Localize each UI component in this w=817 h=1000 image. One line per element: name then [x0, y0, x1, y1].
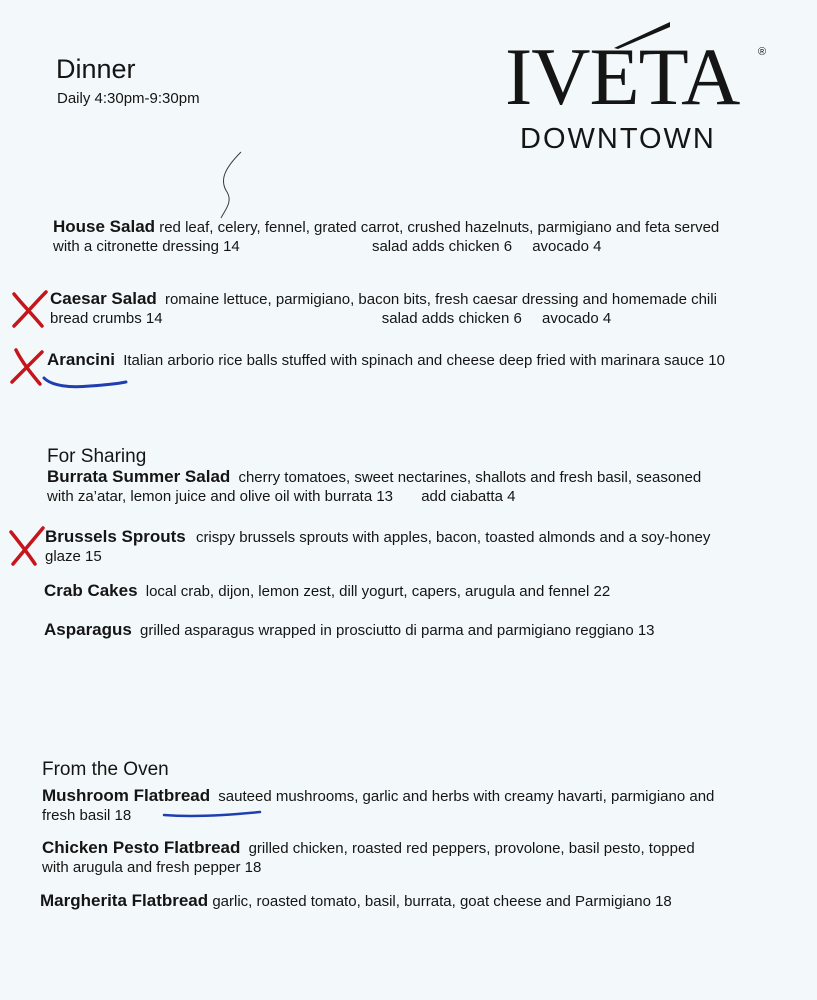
item-description: garlic, roasted tomato, basil, burrata, goat cheese and Parmigiano 18: [212, 893, 672, 910]
item-description: Italian arborio rice balls stuffed with spinach and cheese deep fried with marinara sauce 10: [123, 352, 725, 369]
item-description-cont: with za’atar, lemon juice and olive oil with burrata 13: [47, 488, 394, 505]
item-description: cherry tomatoes, sweet nectarines, shallots and fresh basil, seasoned: [238, 469, 702, 486]
item-description-cont: with a citronette dressing 14: [53, 238, 240, 255]
menu-item-arancini: [47, 350, 787, 370]
item-name: Asparagus: [44, 620, 132, 639]
brand-registered-mark: ®: [758, 46, 767, 58]
item-description: crispy brussels sprouts with apples, bacon, toasted almonds and a soy-honey: [195, 529, 711, 546]
item-name: Crab Cakes: [44, 581, 138, 600]
handwritten-underline-icon: [160, 806, 270, 822]
handwritten-x-icon: [8, 288, 52, 332]
item-addon: salad adds chicken 6: [381, 310, 522, 327]
menu-item-asparagus: [44, 620, 784, 640]
item-addon: add ciabatta 4: [421, 488, 516, 505]
item-addon: salad adds chicken 6: [371, 238, 513, 255]
menu-title: Dinner: [56, 54, 136, 84]
section-heading-sharing: For Sharing: [47, 446, 147, 467]
item-name: House Salad: [53, 217, 156, 236]
handwritten-x-icon: [5, 524, 49, 568]
item-name: Brussels Sprouts: [45, 527, 186, 546]
brand-subtitle: DOWNTOWN: [520, 123, 716, 155]
brand-accent-icon: [612, 20, 672, 50]
item-name: Burrata Summer Salad: [47, 467, 231, 486]
brand-logo: [500, 18, 780, 158]
item-addon: avocado 4: [542, 310, 612, 327]
menu-item-chicken-pesto-flatbread: [42, 838, 782, 877]
menu-item-burrata-salad: [47, 467, 787, 506]
menu-item-mushroom-flatbread: [42, 786, 782, 825]
menu-item-caesar-salad: [50, 289, 790, 328]
item-addon: avocado 4: [532, 238, 602, 255]
item-description-cont: bread crumbs 14: [50, 310, 163, 327]
item-name: Margherita Flatbread: [40, 891, 209, 910]
item-description: romaine lettuce, parmigiano, bacon bits, fresh caesar dressing and homemade chili: [164, 291, 717, 308]
menu-hours: Daily 4:30pm-9:30pm: [57, 90, 200, 107]
item-description: sauteed mushrooms, garlic and herbs with creamy havarti, parmigiano and: [218, 788, 715, 805]
item-description: grilled asparagus wrapped in prosciutto di parma and parmigiano reggiano 13: [140, 622, 655, 639]
item-description-cont: fresh basil 18: [42, 807, 132, 824]
menu-item-crab-cakes: [44, 581, 784, 601]
item-name: Caesar Salad: [50, 289, 157, 308]
item-name: Arancini: [47, 350, 116, 369]
item-name: Chicken Pesto Flatbread: [42, 838, 241, 857]
item-description: local crab, dijon, lemon zest, dill yogurt, capers, arugula and fennel 22: [145, 583, 611, 600]
menu-item-house-salad: [53, 217, 793, 256]
handwritten-underline-icon: [40, 370, 130, 394]
menu-item-margherita-flatbread: [40, 891, 780, 911]
brand-name: IVETA: [505, 31, 740, 122]
item-name: Mushroom Flatbread: [42, 786, 211, 805]
item-description: grilled chicken, roasted red peppers, provolone, basil pesto, topped: [248, 840, 695, 857]
pen-stroke-icon: [215, 150, 245, 220]
item-description-cont: with arugula and fresh pepper 18: [42, 859, 262, 876]
item-description: red leaf, celery, fennel, grated carrot, crushed hazelnuts, parmigiano and feta served: [159, 219, 720, 236]
item-description-cont: glaze 15: [45, 548, 102, 565]
section-heading-oven: From the Oven: [42, 759, 169, 780]
menu-item-brussels-sprouts: [45, 527, 785, 566]
